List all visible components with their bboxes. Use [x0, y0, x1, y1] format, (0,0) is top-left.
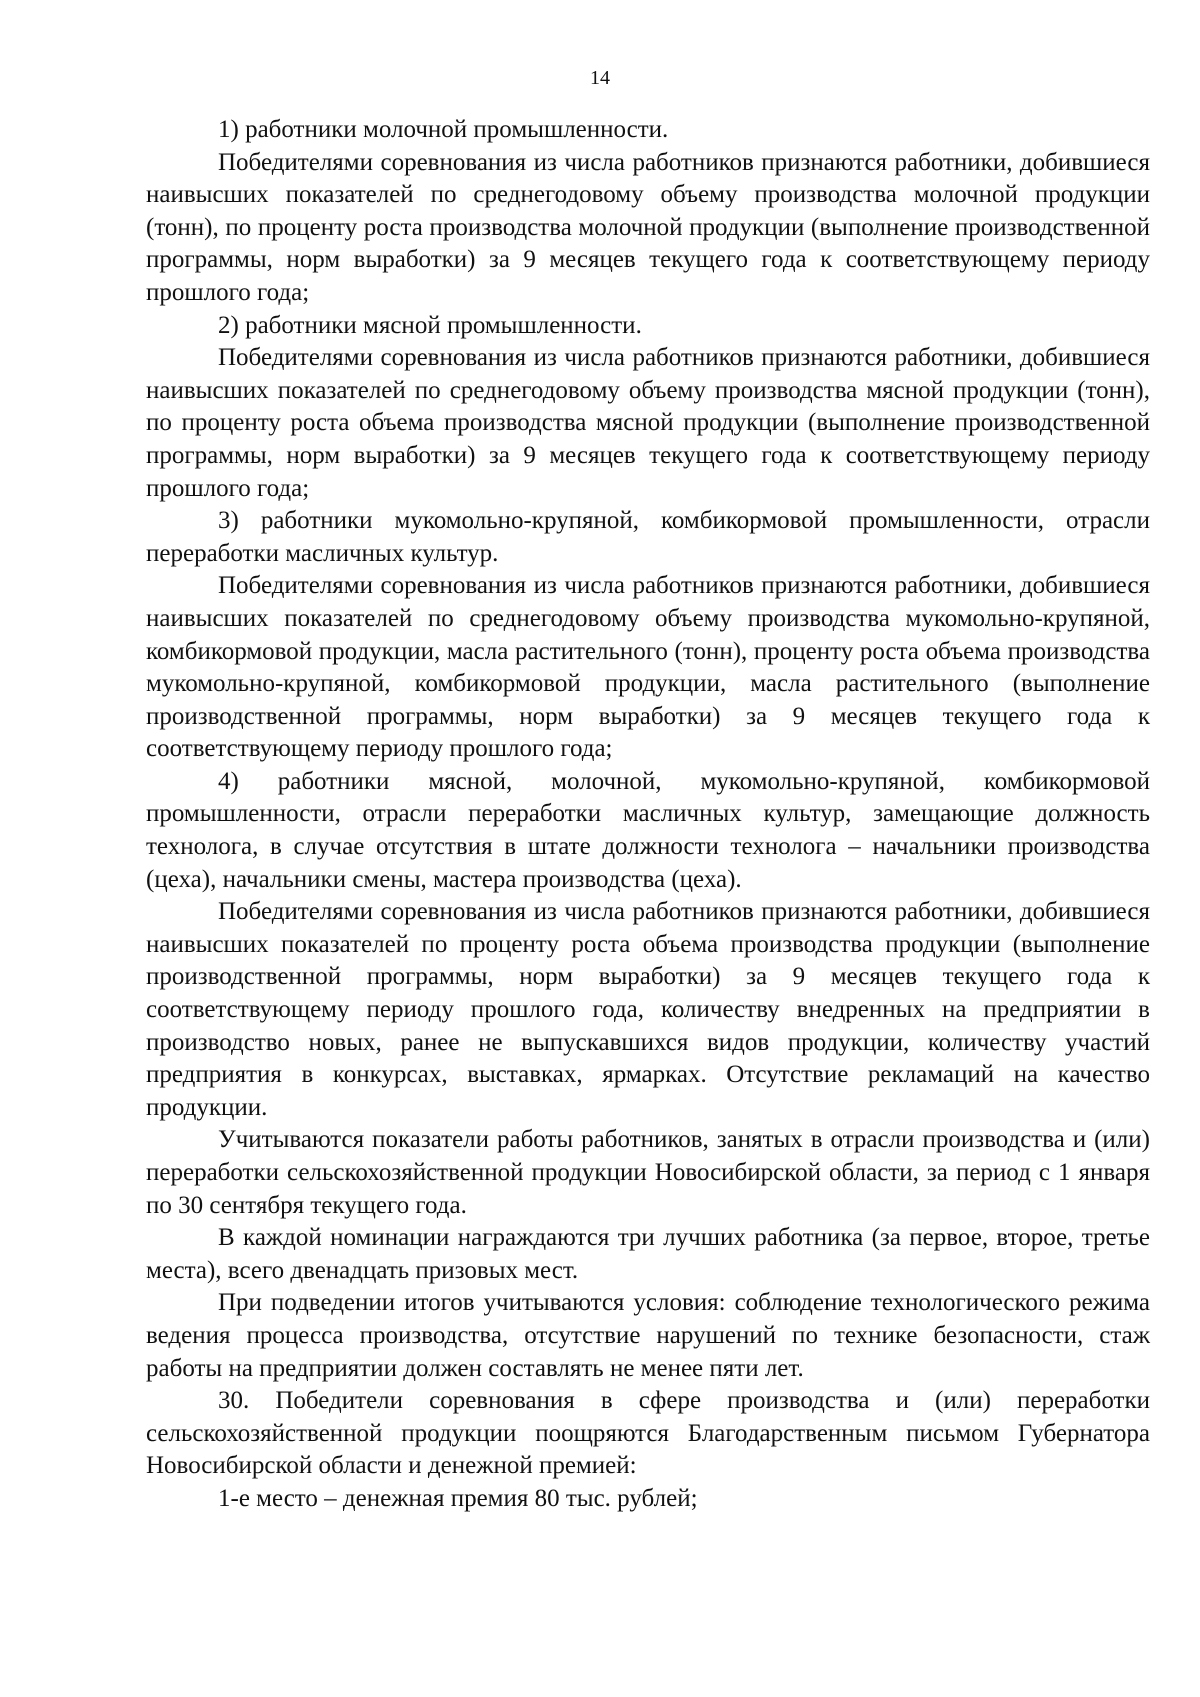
paragraph-meat-criteria: Победителями соревнования из числа работников признаются работники, добившиеся наивысших показателей по среднегодовому объему производства мясной продукции (тонн), по проценту роста объема производства мясной продукции (выполнение производственной программы, норм выработки) за 9 месяцев текущего года к соответствующему периоду прошлого года;: [146, 344, 1150, 502]
paragraph-item-technologists: 4) работники мясной, молочной, мукомольно-крупяной, комбикормовой промышленности, отрасли переработки масличных культур, замещающие должность технолога, в случае отсутствия в штате должности технолога – начальники производства (цеха), начальники смены, мастера производства (цеха).: [146, 767, 1150, 893]
paragraph-prize-places: В каждой номинации награждаются три лучших работника (за первое, второе, третье места), всего двенадцать призовых мест.: [146, 1224, 1150, 1284]
paragraph-milling-criteria: Победителями соревнования из числа работников признаются работники, добившиеся наивысших показателей по среднегодовому объему производства мукомольно-крупяной, комбикормовой продукции, масла растительного (тонн), проценту роста объема производства мукомольно-крупяной, комбикормовой продукции, масла растительного (выполнение производственной программы, норм выработки) за 9 месяцев текущего года к соответствующему периоду прошлого года;: [146, 572, 1150, 763]
paragraph-item-dairy-workers: 1) работники молочной промышленности.: [218, 116, 669, 143]
paragraph-item-meat-workers: 2) работники мясной промышленности.: [218, 311, 642, 339]
paragraph-clause-30: 30. Победители соревнования в сфере производства и (или) переработки сельскохозяйственной продукции поощряются Благодарственным письмом Губернатора Новосибирской области и денежной премией:: [146, 1387, 1150, 1480]
paragraph-conditions: При подведении итогов учитываются условия: соблюдение технологического режима ведения процесса производства, отсутствие нарушений по технике безопасности, стаж работы на предприятии должен составлять не менее пяти лет.: [146, 1289, 1150, 1382]
paragraph-dairy-criteria: Победителями соревнования из числа работников признаются работники, добившиеся наивысших показателей по среднегодовому объему производства молочной продукции (тонн), по проценту роста производства молочной продукции (выполнение производственной программы, норм выработки) за 9 месяцев текущего года к соответствующему периоду прошлого года;: [146, 148, 1150, 306]
page-number: 14: [590, 67, 610, 89]
document-body: [146, 114, 1150, 1516]
paragraph-reporting-period: Учитываются показатели работы работников, занятых в отрасли производства и (или) переработки сельскохозяйственной продукции Новосибирской области, за период с 1 января по 30 сентября текущего года.: [146, 1126, 1150, 1219]
paragraph-item-milling-workers: 3) работники мукомольно-крупяной, комбикормовой промышленности, отрасли переработки масличных культур.: [146, 507, 1150, 567]
paragraph-technologist-criteria: Победителями соревнования из числа работников признаются работники, добившиеся наивысших показателей по проценту роста объема производства продукции (выполнение производственной программы, норм выработки) за 9 месяцев текущего года к соответствующему периоду прошлого года, количеству внедренных на предприятии в производство новых, ранее не выпускавшихся видов продукции, количеству участий предприятия в конкурсах, выставках, ярмарках. Отсутствие рекламаций на качество продукции.: [146, 898, 1150, 1121]
paragraph-first-place-prize: 1-е место – денежная премия 80 тыс. рублей;: [218, 1484, 698, 1512]
